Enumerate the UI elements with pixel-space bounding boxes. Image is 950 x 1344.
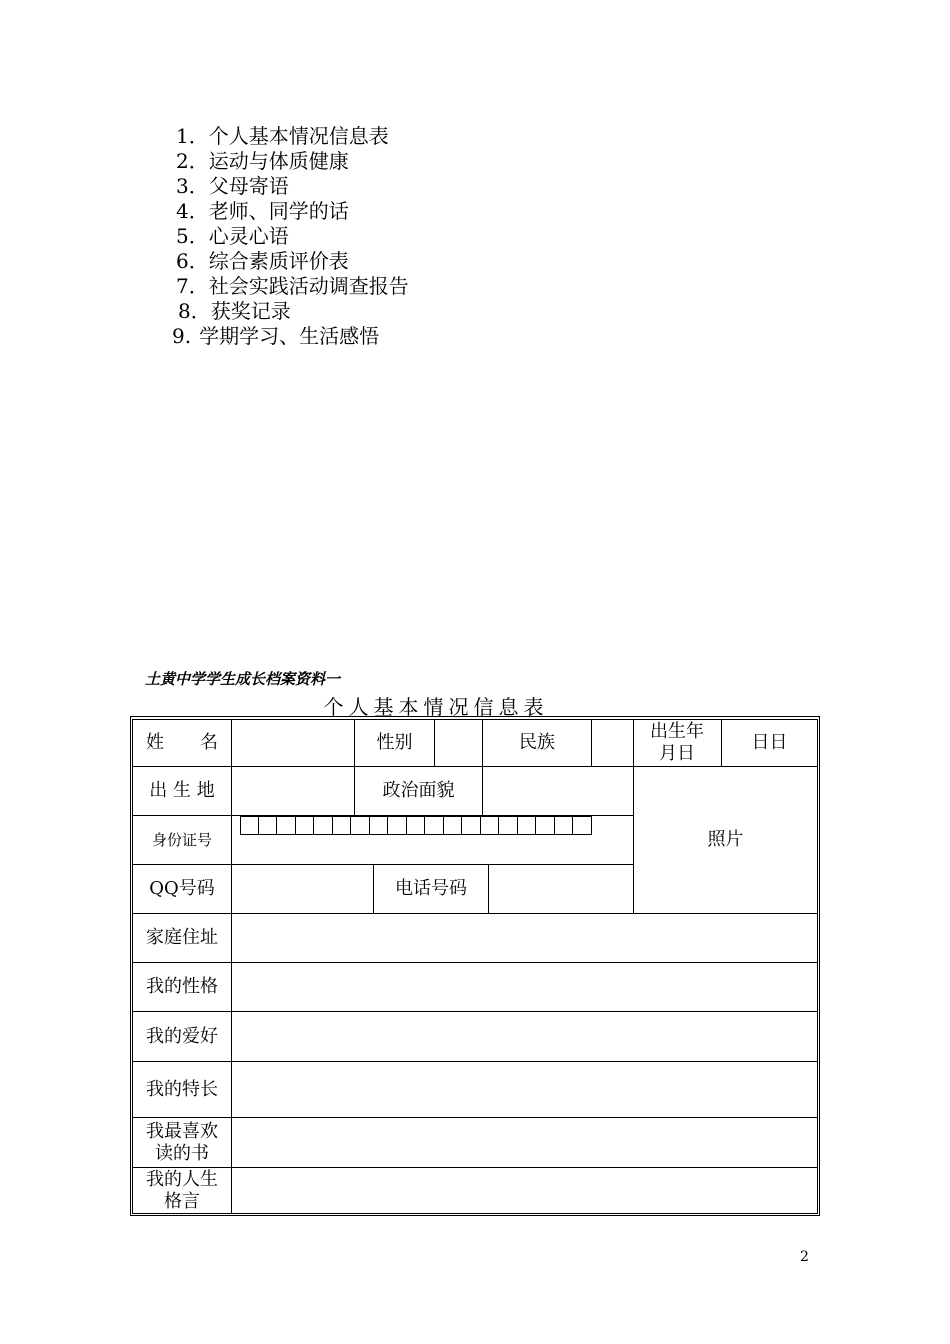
phone-label: 电话号码 [395, 878, 467, 899]
id-digit-box[interactable] [277, 816, 296, 835]
photo-area: 照片 [707, 829, 744, 850]
id-digit-box[interactable] [425, 816, 444, 835]
toc-item-number: 3． [176, 174, 209, 198]
id-digit-box[interactable] [388, 816, 407, 835]
toc-item [172, 324, 379, 349]
toc-item-label: 社会实践活动调查报告 [208, 274, 409, 298]
id-digit-box[interactable] [462, 816, 481, 835]
ethnicity-label: 民族 [519, 732, 555, 753]
address-label: 家庭住址 [146, 927, 218, 948]
birth-day-label: 日日 [751, 732, 788, 753]
toc-item [176, 199, 349, 224]
toc-item-label: 运动与体质健康 [208, 149, 349, 173]
toc-item-number: 1． [176, 124, 209, 148]
id-digit-box[interactable] [370, 816, 389, 835]
talents-field[interactable] [232, 1062, 817, 1117]
toc-item [176, 174, 289, 199]
id-digit-box[interactable] [333, 816, 352, 835]
toc-item [178, 299, 291, 324]
id-digit-box[interactable] [240, 816, 259, 835]
toc-item-label: 获奖记录 [210, 299, 291, 323]
id-digit-box[interactable] [296, 816, 315, 835]
id-digit-box[interactable] [555, 816, 574, 835]
birthplace-field[interactable] [232, 767, 354, 815]
ethnicity-field[interactable] [592, 720, 633, 766]
toc-item-label: 学期学习、生活感悟 [199, 324, 380, 348]
political-status-field[interactable] [483, 767, 633, 815]
talents-label: 我的特长 [146, 1078, 218, 1100]
political-status-label: 政治面貌 [382, 780, 455, 801]
toc-item-number: 7． [176, 274, 209, 298]
personality-label: 我的性格 [146, 976, 218, 997]
address-field[interactable] [232, 914, 817, 962]
toc-item-label: 父母寄语 [208, 174, 289, 198]
toc-item-number: 4． [176, 199, 209, 223]
toc-item-number: 5． [176, 224, 209, 248]
toc-item [176, 124, 389, 149]
toc-item [176, 249, 349, 274]
name-field[interactable] [232, 720, 354, 766]
id-digit-box[interactable] [499, 816, 518, 835]
motto-label: 我的人生格言 [146, 1168, 218, 1212]
hobbies-field[interactable] [232, 1012, 817, 1061]
id-digit-box[interactable] [407, 816, 426, 835]
id-digit-box[interactable] [351, 816, 370, 835]
toc-item-label: 综合素质评价表 [208, 249, 349, 273]
id-digit-box[interactable] [259, 816, 278, 835]
motto-field[interactable] [232, 1168, 817, 1213]
phone-field[interactable] [489, 865, 633, 913]
toc-item-label: 个人基本情况信息表 [208, 124, 389, 148]
toc-item-label: 心灵心语 [208, 224, 289, 248]
favorite-book-label: 我最喜欢读的书 [146, 1120, 218, 1164]
toc-item-label: 老师、同学的话 [208, 199, 349, 223]
id-number-boxes[interactable] [240, 816, 592, 836]
gender-field[interactable] [435, 720, 482, 766]
form-title: 个人基本情况信息表 [323, 695, 549, 719]
favorite-book-field[interactable] [232, 1118, 817, 1167]
birthplace-label: 出 生 地 [149, 780, 215, 801]
page-number: 2 [800, 1249, 809, 1265]
gender-label: 性别 [376, 732, 413, 753]
qq-label: QQ号码 [149, 878, 215, 899]
id-digit-box[interactable] [444, 816, 463, 835]
toc-item [176, 149, 349, 174]
toc-item [176, 274, 409, 299]
toc-item [176, 224, 289, 249]
id-digit-box[interactable] [481, 816, 500, 835]
id-number-label: 身份证号 [151, 831, 212, 849]
id-digit-box[interactable] [573, 816, 592, 835]
id-digit-box[interactable] [518, 816, 537, 835]
toc-item-number: 2． [176, 149, 209, 173]
qq-field[interactable] [232, 865, 373, 913]
document-series-heading: 土黄中学学生成长档案资料一 [145, 670, 341, 688]
toc-item-number: 6． [176, 249, 209, 273]
name-label: 姓 名 [146, 732, 218, 753]
toc-item-number: 8． [178, 299, 211, 323]
toc-item-number: 9. [172, 324, 192, 348]
hobbies-label: 我的爱好 [146, 1025, 218, 1047]
id-digit-box[interactable] [314, 816, 333, 835]
birth-date-label: 出生年月日 [650, 721, 704, 764]
personality-field[interactable] [232, 963, 817, 1011]
id-digit-box[interactable] [536, 816, 555, 835]
